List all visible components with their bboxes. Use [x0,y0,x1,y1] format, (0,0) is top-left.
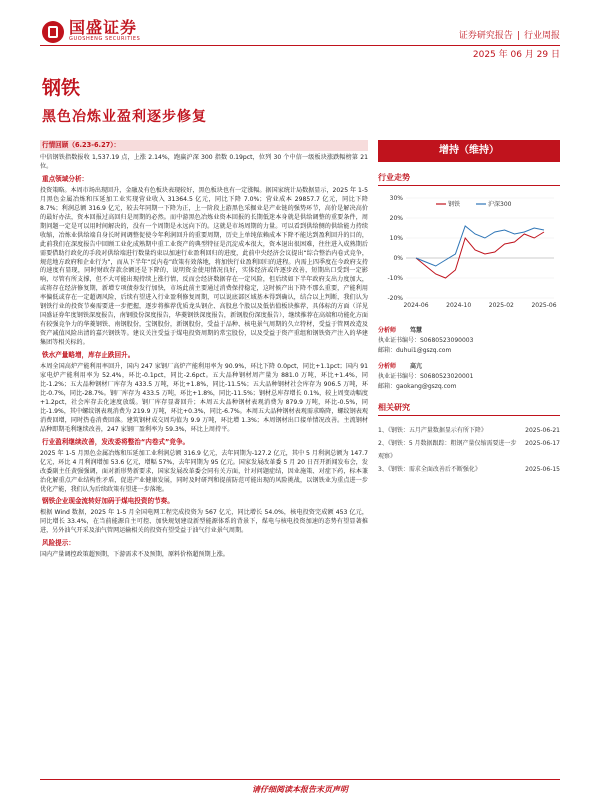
legend-label: 钢铁 [448,201,461,208]
analyst-block-2 [378,362,560,392]
analyst-email[interactable]: 邮箱：gaokang@gszq.com [378,383,457,390]
analyst-role: 分析师 [378,363,397,370]
section-head-key: 重点领域分析： [42,174,89,183]
para-key: 投资策略。本周市场出现回升，金融及有色板块表现较好，黑色板块也有一定涨幅。据国家统计局数据显示，2025 年 1-5 月黑色金属冶炼和压延加工业实现营业收入 31364.5 亿元，同比下降 7.0%；营业成本 29857.7 亿元，同比下降 8.7%；利润总额 316.9 亿元，较去年同期一下降为正，上一阶段上游黑色采掘业是产业链的强势环节，高价是解决高价的最好办法，资本回报过高回归是周期的必然。而中游黑色冶炼业资本回报的长期低迷本身就是供给调整的重要条件，周期问题一定是可以用时间解决的，没有一个周期是永远向下的。这就是市场周期的力量。可以看到供给侧的供给能力持续收缩，冶炼业供给端自身长时间调整促使今年利润回升的重要周期，历史上单纯依赖成本下降不能达到盈利回升的目的，此前我们在深度报告中回顾工业化成熟期中重工业资产的典型特征是沉淀成本很大，资本退出很困难，往往进入成熟期后需要借助行政化的手段对供给端进行数量约束以加速行业盈利回归的进度，此前中央经济会议提出“综合整治内卷式竞争，规范地方政府和企业行为”，而从下半年“反内卷”政策有效落地，将加快行业盈利回归的进程。内需上四季度在今政府支持的速度有显现，同时财政存款余额还是下降的，说明资金使用情况良好，实体经济或许逐步改善，短期出口受到一定影响，尽管有所支撑，但不大可能出现持续上涨行情，反而会经济数据存在一定风险，但后续如下半年政府支出力度加大，或将存在经济修复期，新增专项债券发行加快，市场此前主要通过消费保持稳定，这时候产出下降不那么重要，产能利用率偏低或存在一定超调风险，后续有望进入行业盈利修复周期，可以说底部区域基本得到确认，结合以上判断，我们认为钢铁行业的投资节奏需要进一步把握，逐步将推荐优质龙头钢企、高股息个股以及低估值板块推荐，具体标的方面（详见国盛证券年度钢铁深度报告，南钢股份深度报告，华菱钢铁深度报告，新钢股份深度报告），继续推荐在高端和功能化方面有较强竞争力的华菱钢铁、南钢股份，宝钢股份，新钢股份，受益于品种、核电景气周期的久立特材，受益于管网改造及资产减值风险出清的嘉兴钢铁等。建议关注受益于煤电投资周期的常宝股份，以及受益于资产重组和钢铁资产注入的华建集团等相关标的。 [40,186,368,347]
x-tick-label: 2024-06 [403,302,429,309]
section-head-profit: 行业盈利继续改善，发改委将整治“内卷式”竞争。 [42,437,190,446]
related-title: 相关研究 [378,402,560,416]
section-head-fund: 铁水产量略增，库存止跌回升。 [42,351,135,360]
logo-cn-text: 国盛证券 [69,18,138,37]
related-item[interactable]: 1、《钢铁：五月产量数据显示有所下降》 2025-06-21 [378,427,560,434]
trend-chart [378,190,560,320]
para-energy: 根据 Wind 数据，2025 年 1-5 月全国电网工程完成投资为 567 亿元，同比增长 54.0%，核电投资完成额 453 亿元，同比增长 33.4%，在当前能源自主可控、加快规划建设新型能源体系的背景下，煤电与核电投资加速的态势有望显著推进，另外油气开采及油气管网运输相关的投资有望受益于油气行业景气周期。 [40,509,368,535]
y-tick-label: -10% [387,275,403,282]
section-head-review: 行情回顾（6.23-6.27）： [40,140,368,151]
report-subtitle: 黑色冶炼业盈利逐步修复 [42,109,207,125]
analyst-role: 分析师 [378,327,397,334]
para-review: 中信钢铁指数报收 1,537.19 点，上涨 2.14%，跑赢沪深 300 指数 0.19pct，位列 30 个中信一级板块涨跌幅榜第 21 位。 [40,154,368,170]
logo-mark-icon [42,21,64,43]
analyst-name: 高亢 [410,363,423,370]
section-head-energy: 钢铁企业现金流转好加码于煤电投资的节奏。 [42,497,174,506]
trend-title: 行业走势 [378,172,560,186]
y-tick-label: -20% [387,295,403,302]
related-list [378,424,560,476]
analyst-block-1 [378,326,560,356]
legend-label: 沪深300 [488,201,512,208]
report-type-label: 证券研究报告 [458,31,513,41]
y-tick-label: 0% [393,255,403,262]
analyst-email[interactable]: 邮箱：duhui1@gszq.com [378,347,452,354]
report-date: 2025 年 06 月 29 日 [472,50,560,60]
para-risk: 国内产量调控政策超预期，下游需求不及预期，原料价格超预期上涨。 [40,551,229,559]
y-tick-label: 20% [389,215,403,222]
related-item[interactable]: 3、《钢铁：需求全面改善后不断强化》 2025-06-15 [378,466,560,473]
x-tick-label: 2025-02 [488,302,514,309]
industry-title: 钢铁 [42,77,81,99]
side-column [378,140,560,476]
x-tick-label: 2024-10 [446,302,472,309]
rating-badge: 增持（维持） [378,140,560,162]
para-profit: 2025 年 1-5 月黑色金属冶炼和压延加工业利润总额 316.9 亿元，去年同期为-127.2 亿元，其中 5 月利润总额为 147.7 亿元，环比 4 月利润增加 53.6 亿元，增幅 57%，去年同期为 95 亿元。国家发展改革委 5 月 20 日召开新闻发布会，发改委副主任黄强强调，面对新形势新要求，国家发展改革委会同有关方面，针对问题症结，因业施策、对症下药，标本兼治化解重点产业结构性矛盾，促进产业健康发展，同时及时研判和提前防范可能出现的风险挑战，以钢铁业为重点进一步优化产能，我们认为后续政策有望进一步落地。 [40,449,368,493]
logo-en-text: GUOSHENG SECURITIES [69,36,141,42]
report-sub-label: 行业周报 [523,31,560,41]
analyst-name: 笃慧 [410,327,423,334]
analyst-cert: 执业证书编号：S0680523090003 [378,337,474,344]
para-fund: 本周全国高炉产能利用率回升，国内 247 家钢厂高炉产能利用率为 90.9%，环比下降 0.0pct，同比+1.1pct；国内 91 家电炉产能利用率为 52.4%，环比-0.1pct，同比-2.6pct。五大品种钢材周产量为 881.0 万吨，环比+1.4%，同比-1.2%；五大品种钢材厂库存为 433.5 万吨，环比+1.8%，同比-11.5%；五大品种钢材社会库存为 906.5 万吨，环比-0.7%，同比-28.7%。钢厂库存为 433.5 万吨，环比+1.8%，同比-11.5%；钢材总库存增长 0.1%，较上周变动幅度+1.2pct，社会库存去化速度放缓。钢厂库存显著回升；本周五大品种钢材表观消费为 879.9 万吨，环比-0.5%，同比-1.9%，其中螺纹钢表观消费为 219.9 万吨，环比+0.3%，同比-6.7%。本周五大品种钢材表观需求略降，螺纹钢表观消费回增，同时热卷消费回落。建筑钢材成交周均值为 9.9 万吨，环比增 1.3%；本周钢材出口接单情况改善。主流钢材品种即期毛利继续改善，247 家钢厂盈利率为 59.3%，环比上周持平。 [40,363,368,433]
report-type: 证券研究报告 | 行业周报 [458,31,560,41]
header-divider [40,45,560,46]
trend-chart-svg [378,190,560,320]
page-footer: 请仔细阅读本报告末页声明 [40,779,560,795]
section-head-risk: 风险提示： [42,539,75,548]
related-item[interactable]: 2、《钢铁：5 月数据跟踪：粗钢产量仅缩需要进一步观察》 2025-06-17 [378,440,560,460]
x-tick-label: 2025-06 [531,302,557,309]
company-logo [42,20,140,43]
series-line-1 [416,226,544,266]
page-header [0,0,600,60]
main-text-column [40,140,368,563]
y-tick-label: 10% [389,235,403,242]
y-tick-label: 30% [389,195,403,202]
analyst-cert: 执业证书编号：S0680523020001 [378,373,474,380]
series-line-0 [416,232,544,278]
